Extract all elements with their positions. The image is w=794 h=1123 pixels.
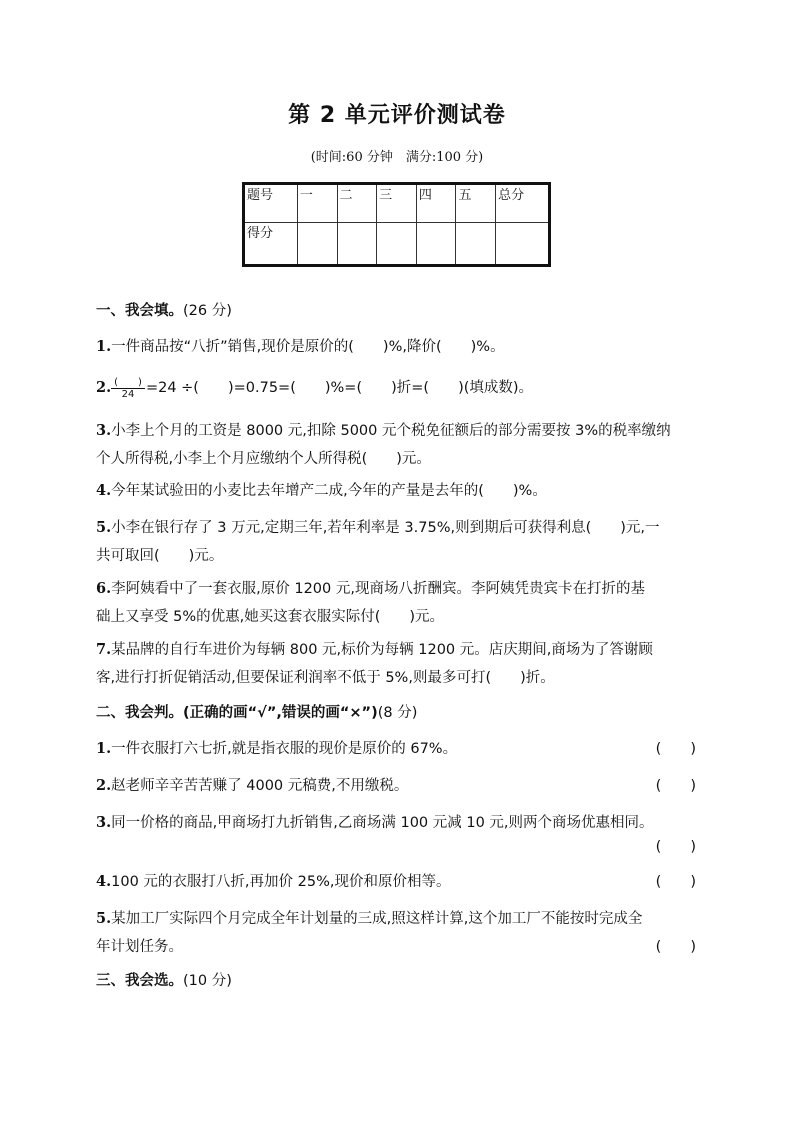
score-table-header-row [244,184,550,223]
score-header-cell: 题号 [244,184,298,223]
question: 2.赵老师辛辛苦苦赚了 4000 元稿费,不用缴税。 ( ) [96,772,696,800]
question: 4.100 元的衣服打八折,再加价 25%,现价和原价相等。 ( ) [96,868,696,896]
question: 3.小李上个月的工资是 8000 元,扣除 5000 元个税免征额后的部分需要按 3%的税率缴纳 个人所得税,小李上个月应缴纳个人所得税( )元。 [96,422,671,467]
question: 7.某品牌的自行车进价为每辆 800 元,标价为每辆 1200 元。店庆期间,商场为了答谢顾 客,进行打折促销活动,但要保证利润率不低于 5%,则最多可打( )折。 [96,641,653,686]
answer-bracket: ( ) [655,741,696,757]
question: 6.李阿姨看中了一套衣服,原价 1200 元,现商场八折酬宾。李阿姨凭贵宾卡在打折的基 础上又享受 5%的优惠,她买这套衣服实际付( )元。 [96,580,645,625]
question-number: 7. [96,641,112,658]
score-header-cell: 一 [297,184,337,223]
question-number: 1. [96,740,112,757]
score-cell [416,223,456,266]
score-cell [496,223,550,266]
question-number: 4. [96,873,112,890]
page-title: 第 2 单元评价测试卷 [288,103,506,128]
section-points: (26 分) [183,303,232,319]
question-number: 2. [96,777,112,794]
question: 1.一件商品按“八折”销售,现价是原价的( )%,降价( )%。 [96,338,505,355]
question-number: 5. [96,910,112,927]
exam-info: (时间:60 分钟 满分:100 分) [310,150,484,165]
question-number: 2. [96,379,112,396]
section-heading: 三、我会选。(10 分) [96,973,232,989]
answer-bracket: ( ) [655,839,696,855]
question: 5.某加工厂实际四个月完成全年计划量的三成,照这样计算,这个加工厂不能按时完成全 年计划任务。 ( ) [96,905,696,961]
question: 2. $\frac{( )}{24}$ =24 ÷( )=0.75=( )%=( )折=( )(填成数)。 [96,376,534,400]
score-row-label: 得分 [244,223,298,266]
score-table [242,182,551,267]
question-number: 4. [96,482,112,499]
fraction-denominator: 24 [121,388,135,400]
question: 4.今年某试验田的小麦比去年增产二成,今年的产量是去年的( )%。 [96,482,547,499]
fraction [111,377,145,400]
question-number: 6. [96,580,112,597]
fraction-numerator: ( ) [111,377,145,389]
score-table-score-row [244,223,550,266]
score-cell [377,223,417,266]
question: 3.同一价格的商品,甲商场打九折销售,乙商场满 100 元减 10 元,则两个商场优惠相同。 [96,814,654,831]
question: 1.一件衣服打六七折,就是指衣服的现价是原价的 67%。 ( ) [96,735,696,763]
score-cell [337,223,377,266]
score-cell [456,223,496,266]
section-points: (10 分) [183,973,232,989]
score-header-cell: 三 [377,184,417,223]
score-header-cell: 二 [337,184,377,223]
question-number: 3. [96,422,112,439]
answer-bracket: ( ) [655,874,696,890]
question-number: 1. [96,338,112,355]
answer-bracket: ( ) [655,939,696,955]
score-cell [297,223,337,266]
question: 5.小李在银行存了 3 万元,定期三年,若年利率是 3.75%,则到期后可获得利息( )元,一 共可取回( )元。 [96,519,660,564]
section-points: (8 分) [377,705,418,721]
score-header-cell: 五 [456,184,496,223]
question-number: 3. [96,814,112,831]
question-number: 5. [96,519,112,536]
section-heading: 二、我会判。(正确的画“√”,错误的画“×”)(8 分) [96,705,418,721]
score-header-cell: 四 [416,184,456,223]
score-header-cell: 总分 [496,184,550,223]
section-heading: 一、我会填。(26 分) [96,303,232,319]
answer-bracket: ( ) [655,778,696,794]
